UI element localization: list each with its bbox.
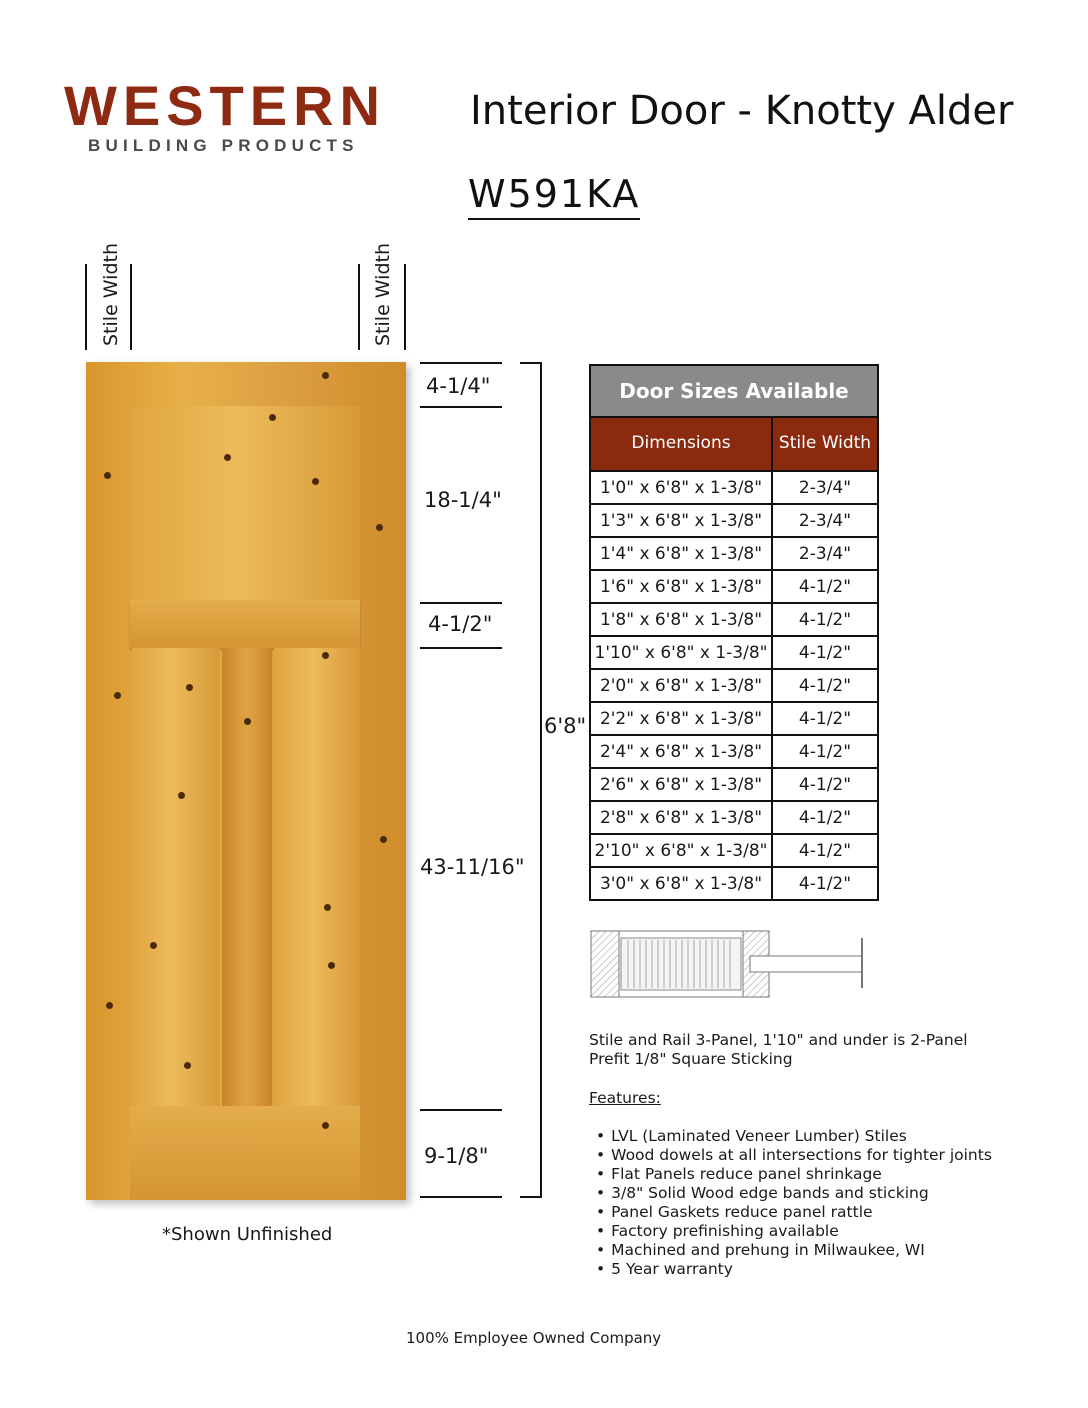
dimension-tick [420, 602, 502, 604]
feature-item: • LVL (Laminated Veneer Lumber) Stiles [596, 1127, 992, 1146]
stile-width-label-right: Stile Width [372, 243, 394, 346]
table-row [590, 636, 878, 669]
size-dimensions-cell: 1'8" x 6'8" x 1-3/8" [590, 603, 772, 636]
middle-rail [130, 600, 360, 648]
size-dimensions-cell: 2'8" x 6'8" x 1-3/8" [590, 801, 772, 834]
feature-item: • Machined and prehung in Milwaukee, WI [596, 1241, 992, 1260]
product-description [589, 1031, 968, 1069]
size-stile-width-cell: 2-3/4" [772, 471, 878, 504]
size-stile-width-cell: 2-3/4" [772, 537, 878, 570]
table-row [590, 570, 878, 603]
table-row [590, 735, 878, 768]
column-header-dimensions: Dimensions [590, 417, 772, 471]
size-stile-width-cell: 4-1/2" [772, 801, 878, 834]
lower-panel-left [132, 648, 220, 1106]
size-dimensions-cell: 1'0" x 6'8" x 1-3/8" [590, 471, 772, 504]
table-row [590, 768, 878, 801]
table-row [590, 537, 878, 570]
size-dimensions-cell: 1'4" x 6'8" x 1-3/8" [590, 537, 772, 570]
overall-bracket-bottom [520, 1196, 542, 1198]
dimension-lower-panel: 43-11/16" [420, 855, 525, 879]
size-stile-width-cell: 2-3/4" [772, 504, 878, 537]
size-stile-width-cell: 4-1/2" [772, 702, 878, 735]
document-title: Interior Door - Knotty Alder [470, 88, 1014, 134]
stile-marker-line [130, 264, 132, 350]
size-dimensions-cell: 2'0" x 6'8" x 1-3/8" [590, 669, 772, 702]
profile-cross-section-drawing [588, 928, 868, 1002]
door-sizes-table [589, 364, 879, 901]
dimension-overall-height: 6'8" [544, 714, 587, 738]
description-line-2: Prefit 1/8" Square Sticking [589, 1050, 793, 1068]
dimension-tick [420, 1196, 502, 1198]
dimension-tick [420, 1109, 502, 1111]
features-heading: Features: [589, 1089, 661, 1107]
table-row [590, 867, 878, 900]
lower-panel-center [222, 648, 272, 1106]
size-dimensions-cell: 2'10" x 6'8" x 1-3/8" [590, 834, 772, 867]
table-row [590, 702, 878, 735]
size-stile-width-cell: 4-1/2" [772, 834, 878, 867]
size-stile-width-cell: 4-1/2" [772, 669, 878, 702]
dimension-tick [420, 362, 502, 364]
size-dimensions-cell: 2'2" x 6'8" x 1-3/8" [590, 702, 772, 735]
size-dimensions-cell: 1'10" x 6'8" x 1-3/8" [590, 636, 772, 669]
feature-item: • 3/8" Solid Wood edge bands and sticking [596, 1184, 992, 1203]
size-stile-width-cell: 4-1/2" [772, 735, 878, 768]
dimension-top-rail: 4-1/4" [426, 374, 491, 398]
bottom-rail [130, 1106, 360, 1200]
table-row [590, 603, 878, 636]
overall-bracket-top [520, 362, 542, 364]
dimension-upper-panel: 18-1/4" [424, 488, 502, 512]
model-number: W591KA [468, 174, 640, 220]
stile-marker-line [404, 264, 406, 350]
stile-marker-line [358, 264, 360, 350]
dimension-tick [420, 647, 502, 649]
table-row [590, 471, 878, 504]
lower-panel-right [274, 648, 360, 1106]
column-header-stile-width: Stile Width [772, 417, 878, 471]
unfinished-note: *Shown Unfinished [162, 1224, 333, 1245]
feature-item: • Wood dowels at all intersections for tighter joints [596, 1146, 992, 1165]
size-stile-width-cell: 4-1/2" [772, 603, 878, 636]
table-title: Door Sizes Available [590, 365, 878, 417]
size-dimensions-cell: 2'4" x 6'8" x 1-3/8" [590, 735, 772, 768]
size-dimensions-cell: 3'0" x 6'8" x 1-3/8" [590, 867, 772, 900]
size-dimensions-cell: 2'6" x 6'8" x 1-3/8" [590, 768, 772, 801]
dimension-tick [420, 406, 502, 408]
feature-item: • Flat Panels reduce panel shrinkage [596, 1165, 992, 1184]
company-logo-wordmark: WESTERN [64, 74, 386, 137]
footer-text: 100% Employee Owned Company [406, 1329, 662, 1347]
size-stile-width-cell: 4-1/2" [772, 570, 878, 603]
size-stile-width-cell: 4-1/2" [772, 867, 878, 900]
table-row [590, 801, 878, 834]
size-stile-width-cell: 4-1/2" [772, 768, 878, 801]
table-row [590, 504, 878, 537]
feature-item: • Panel Gaskets reduce panel rattle [596, 1203, 992, 1222]
size-dimensions-cell: 1'3" x 6'8" x 1-3/8" [590, 504, 772, 537]
table-row [590, 834, 878, 867]
size-dimensions-cell: 1'6" x 6'8" x 1-3/8" [590, 570, 772, 603]
upper-panel [132, 406, 360, 600]
stile-marker-line [85, 264, 87, 350]
feature-item: • 5 Year warranty [596, 1260, 992, 1279]
door-illustration [86, 362, 406, 1200]
feature-item: • Factory prefinishing available [596, 1222, 992, 1241]
dimension-bottom-rail: 9-1/8" [424, 1144, 489, 1168]
company-logo-tagline: BUILDING PRODUCTS [88, 136, 359, 155]
overall-bracket-line [540, 362, 542, 1198]
stile-width-label-left: Stile Width [100, 243, 122, 346]
size-stile-width-cell: 4-1/2" [772, 636, 878, 669]
table-row [590, 669, 878, 702]
description-line-1: Stile and Rail 3-Panel, 1'10" and under is 2-Panel [589, 1031, 968, 1049]
dimension-middle-rail: 4-1/2" [428, 612, 493, 636]
features-list [596, 1127, 992, 1279]
